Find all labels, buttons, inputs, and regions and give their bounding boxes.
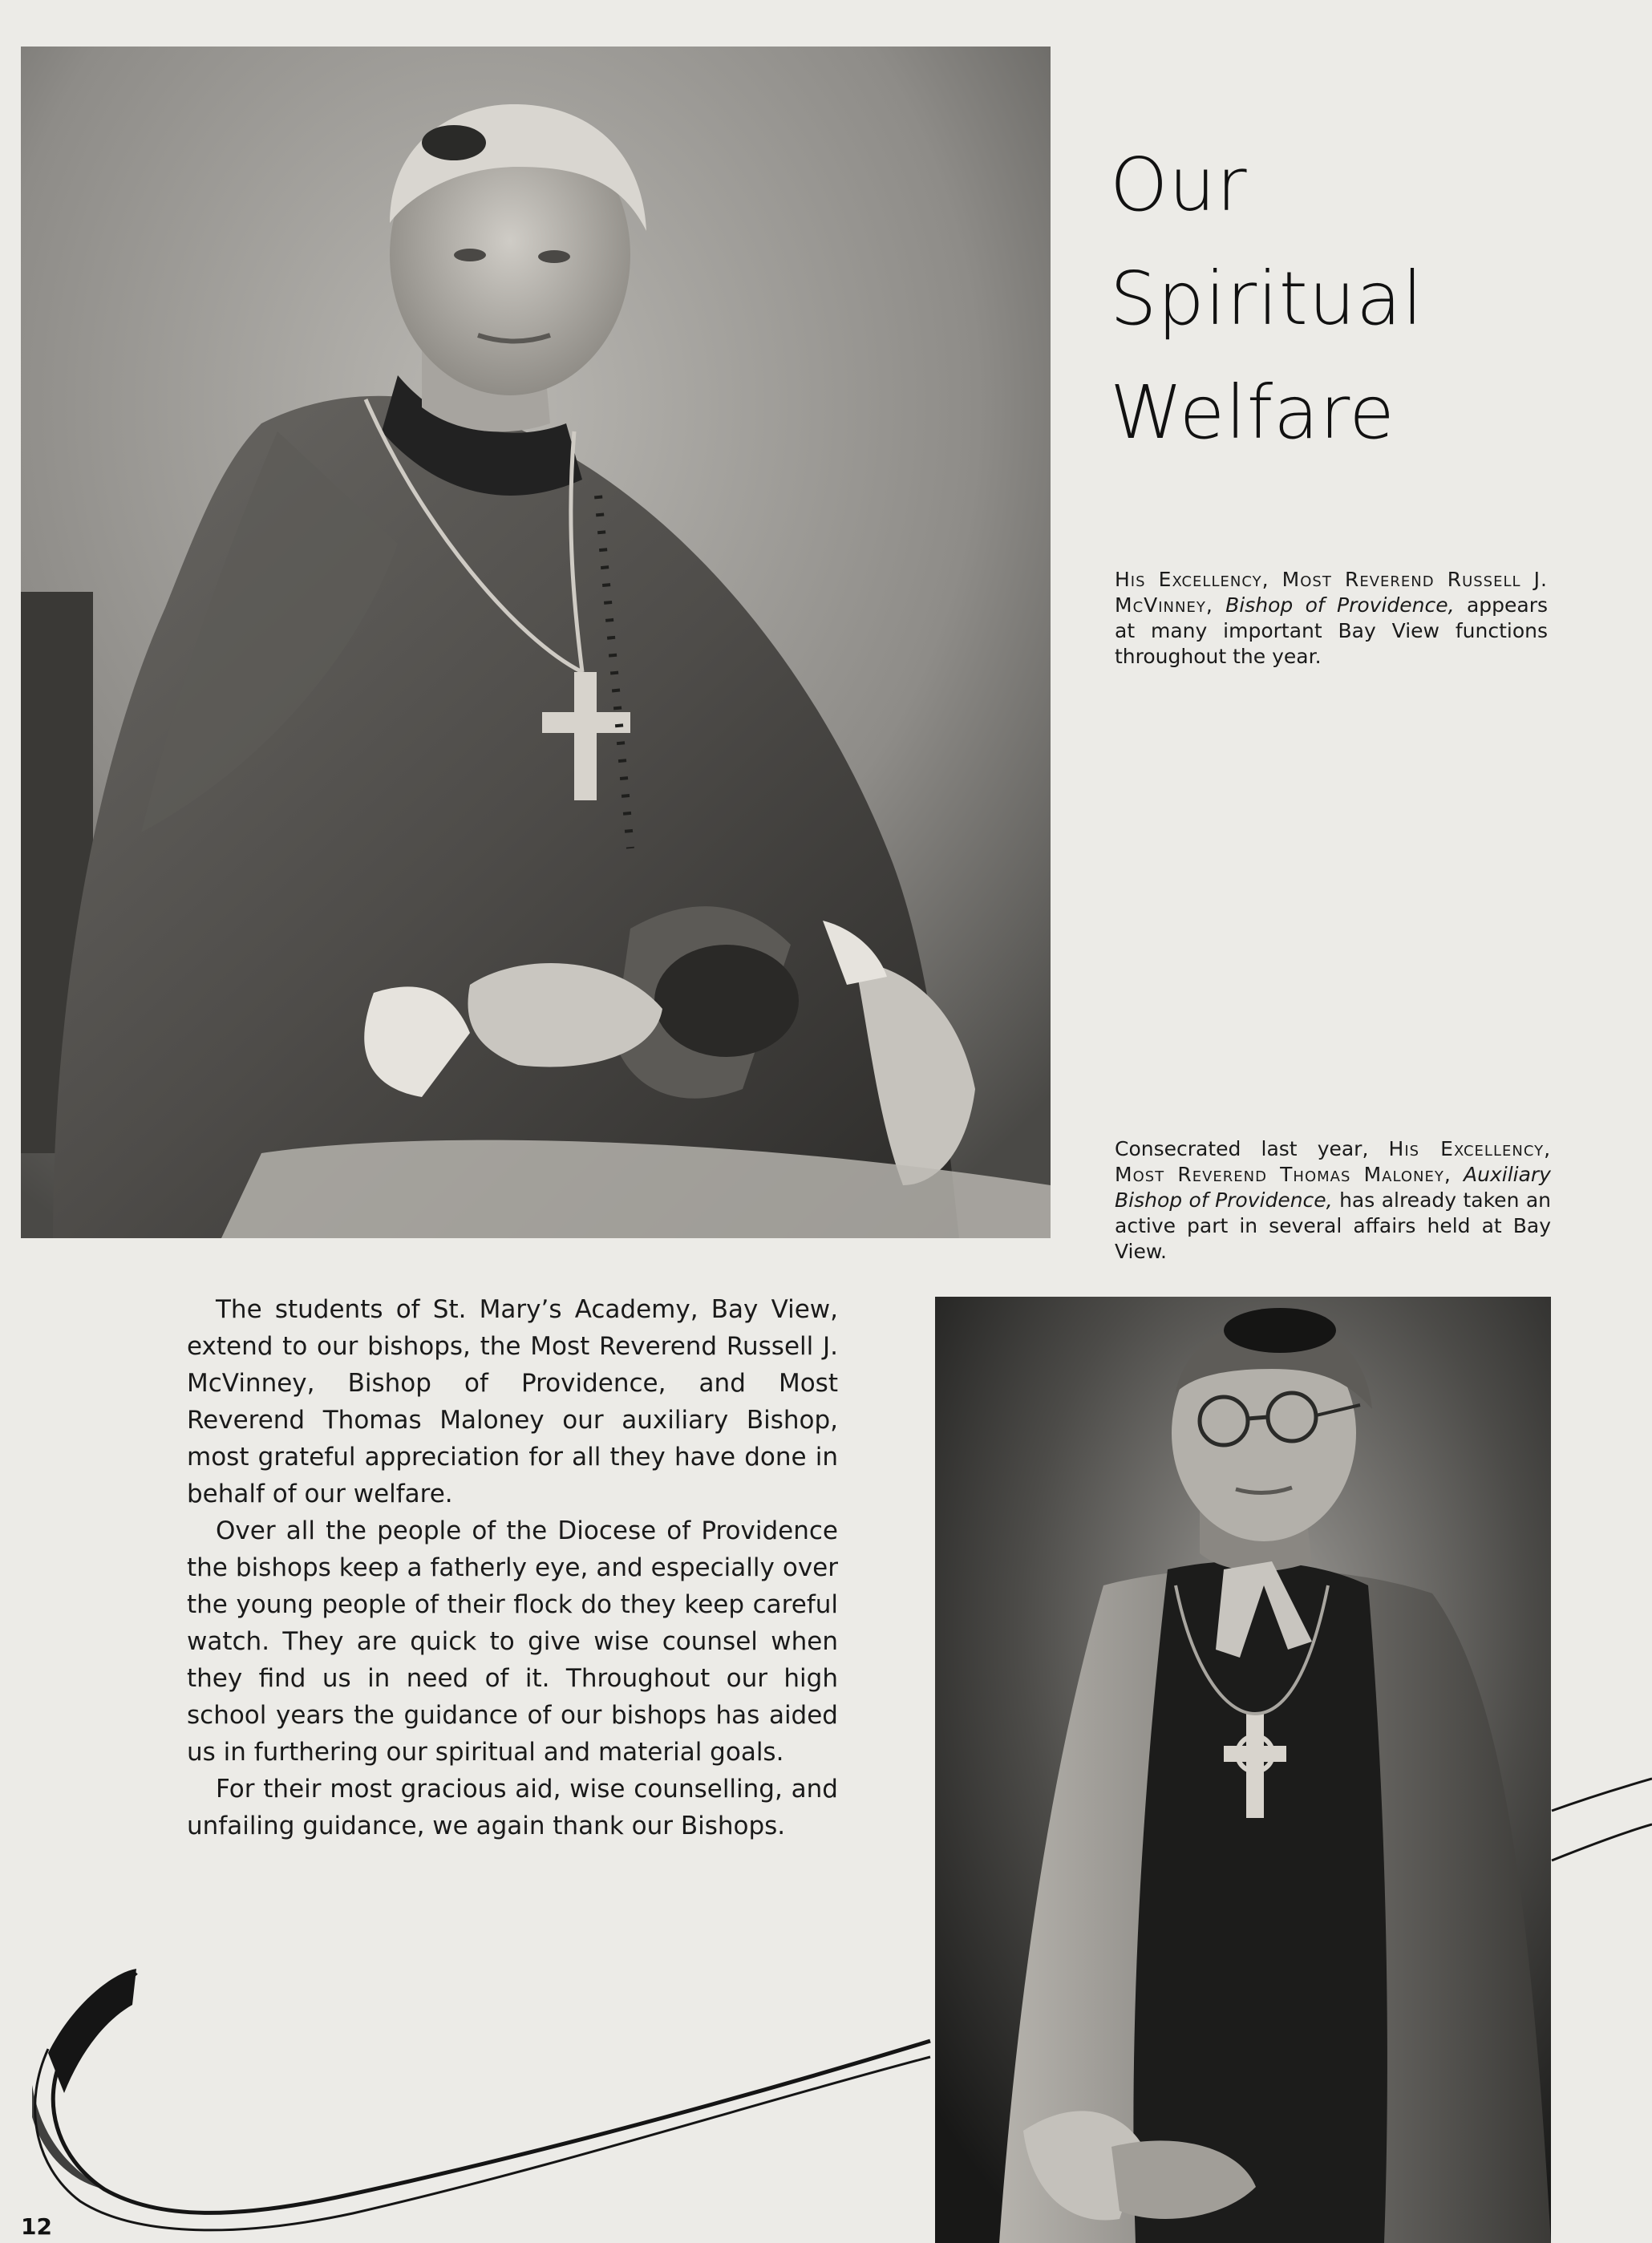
caption-2-plain: Consecrated last year, <box>1115 1137 1369 1160</box>
body-text <box>187 1291 838 1844</box>
bishop-maloney-portrait <box>935 1297 1551 2243</box>
portrait-illustration <box>21 47 1051 1238</box>
caption-2-italic: Auxiliary Bishop of Providence, <box>1115 1163 1551 1212</box>
title-line-3: Welfare <box>1110 370 1395 455</box>
bishop-mcvinney-portrait <box>21 47 1051 1238</box>
caption-mcvinney <box>1115 567 1548 670</box>
body-paragraph-2: Over all the people of the Diocese of Providence the bishops keep a fatherly eye, and especially over the young people of their flock do they keep careful watch. They are quick to give wise counsel when they find us in need of it. Throughout our high school years the guidance of our bishops has aided us in furthering our spiritual and material goals. <box>187 1516 838 1767</box>
body-paragraph-3: For their most gracious aid, wise counselling, and unfailing guidance, we again thank our Bishops. <box>187 1775 838 1840</box>
caption-maloney <box>1115 1136 1551 1265</box>
body-paragraph-1: The students of St. Mary’s Academy, Bay View, extend to our bishops, the Most Reverend Russell J. McVinney, Bishop of Providence, and Most Reverend Thomas Maloney our auxiliary Bishop, most grateful appreciation for all they have done in behalf of our welfare. <box>187 1295 838 1508</box>
caption-1-lead: His Excellency, Most Reverend Russell J. McVinney, <box>1115 568 1548 617</box>
portrait-illustration-2 <box>935 1297 1551 2243</box>
caption-2-rest: has already taken an active part in several affairs held at Bay View. <box>1115 1188 1551 1263</box>
title-line-1: Our <box>1110 142 1248 228</box>
title-line-2: Spiritual <box>1110 256 1424 342</box>
page-title <box>1110 128 1591 470</box>
caption-1-rest: appears at many important Bay View functions throughout the year. <box>1115 593 1548 668</box>
caption-2-smallcaps: His Excellency, Most Reverend Thomas Maloney, <box>1115 1137 1552 1186</box>
caption-1-italic: Bishop of Providence, <box>1225 593 1455 617</box>
page-number: 12 <box>21 2213 52 2240</box>
